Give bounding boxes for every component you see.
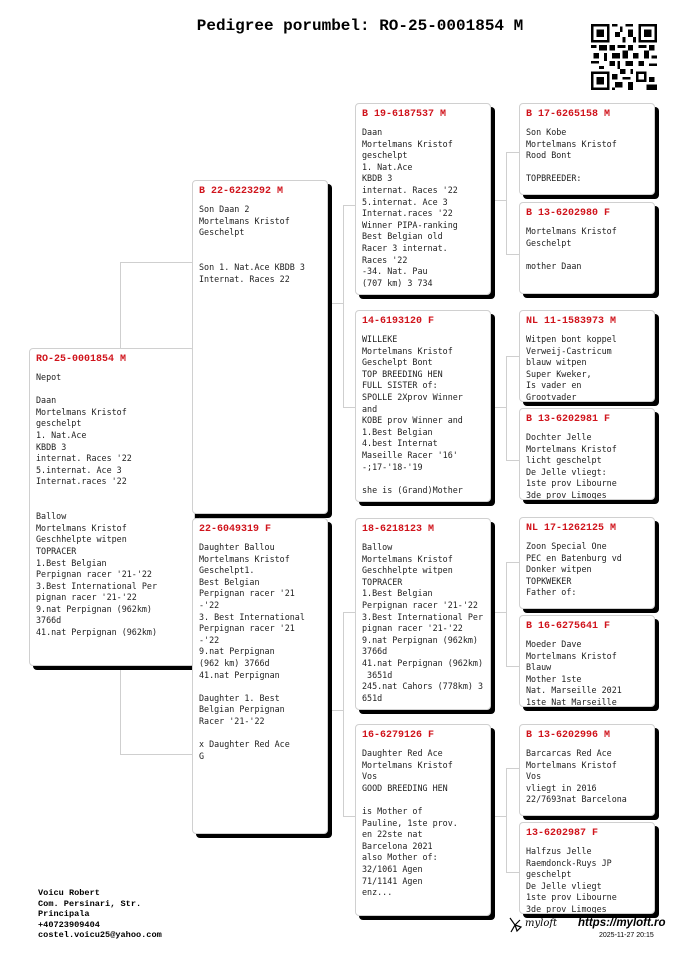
connector-line bbox=[506, 666, 519, 667]
pigeon-card-gen4[interactable] bbox=[519, 724, 655, 816]
connector-line bbox=[120, 754, 193, 755]
myloft-logo bbox=[508, 916, 563, 934]
connector-line bbox=[506, 768, 507, 872]
owner-address: Principala bbox=[38, 909, 90, 919]
logo-text: myloft bbox=[525, 918, 558, 929]
pigeon-description: Nepot Daan Mortelmans Kristof geschelpt 1. Nat.Ace KBDB 3 internat. Races '22 5.internat. Ace 3 Internat.races '22 Ballow Mortelmans Kristof Geschhelpte witpen TOPRACER 1.Best Belgian Perpignan racer '21-'22 3.Best International Per pignan racer '21-'22 9.nat Perpignan (962km) 3766d 41.nat Perpignan (962km) bbox=[36, 372, 158, 638]
ring-number: B 19-6187537 M bbox=[362, 109, 447, 120]
website-link[interactable]: https://myloft.ro bbox=[578, 917, 666, 929]
page-title: Pedigree porumbel: RO-25-0001854 M bbox=[196, 17, 524, 35]
connector-line bbox=[506, 356, 519, 357]
ring-number: 22-6049319 F bbox=[199, 524, 272, 535]
pigeon-card-gen4[interactable] bbox=[519, 202, 655, 294]
ring-number: B 13-6202980 F bbox=[526, 208, 611, 219]
pigeon-description: WILLEKE Mortelmans Kristof Geschelpt Bont TOP BREEDING HEN FULL SISTER of: SPOLLE 2Xprov Winner and KOBE prov Winner and 1.Best Belgian 4.best Internat Maseille Racer '16' -;17-'18-'19 she is (Grand)Mother bbox=[362, 334, 463, 495]
owner-email: costel.voicu25@yahoo.com bbox=[38, 930, 162, 940]
ring-number: B 16-6275641 F bbox=[526, 621, 611, 632]
pigeon-card-gen3[interactable] bbox=[355, 518, 491, 710]
ring-number: B 13-6202996 M bbox=[526, 730, 611, 741]
ring-number: 16-6279126 F bbox=[362, 730, 435, 741]
connector-line bbox=[506, 562, 519, 563]
ring-number: B 13-6202981 F bbox=[526, 414, 611, 425]
pigeon-card-gen3[interactable] bbox=[355, 310, 491, 502]
connector-line bbox=[506, 562, 507, 666]
pigeon-card-gen3[interactable] bbox=[355, 724, 491, 916]
connector-line bbox=[506, 152, 519, 153]
ring-number: 13-6202987 F bbox=[526, 828, 599, 839]
pigeon-description: Son Kobe Mortelmans Kristof Rood Bont TOPBREEDER: bbox=[526, 127, 617, 184]
pigeon-description: Daughter Ballou Mortelmans Kristof Geschelpt1. Best Belgian Perpignan racer '21 -'22 3. Best International Perpignan racer '21 -'22 9.nat Perpignan (962 km) 3766d 41.nat Perpignan Daughter 1. Best Belgian Perpignan Racer '21-'22 x Daughter Red Ace G bbox=[199, 542, 305, 761]
ring-number: B 17-6265158 M bbox=[526, 109, 611, 120]
pigeon-description: Zoon Special One PEC en Batenburg vd Donker witpen TOPKWEKER Father of: bbox=[526, 541, 622, 598]
connector-line bbox=[494, 407, 507, 408]
owner-phone: +40723909404 bbox=[38, 919, 100, 930]
pigeon-description: Ballow Mortelmans Kristof Geschhelpte witpen TOPRACER 1.Best Belgian Perpignan racer '21-'22 3.Best International Per pignan racer '21-'22 9.nat Perpignan (962km) 3766d 41.nat Perpignan (962km) 3651d 245.nat Cahors (778km) 3 651d bbox=[362, 542, 484, 703]
ring-number: RO-25-0001854 M bbox=[36, 354, 127, 365]
pigeon-card-gen4[interactable] bbox=[519, 408, 655, 500]
ring-number: 14-6193120 F bbox=[362, 316, 435, 327]
connector-line bbox=[506, 356, 507, 460]
pigeon-description: Son Daan 2 Mortelmans Kristof Geschelpt Son 1. Nat.Ace KBDB 3 Internat. Races 22 bbox=[199, 204, 305, 284]
pigeon-description: Moeder Dave Mortelmans Kristof Blauw Mother 1ste Nat. Marseille 2021 1ste Nat Marseille bbox=[526, 639, 622, 707]
owner-address: Com. Persinari, Str. bbox=[38, 898, 142, 909]
pigeon-description: Daughter Red Ace Mortelmans Kristof Vos GOOD BREEDING HEN is Mother of Pauline, 1ste prov. en 22ste nat Barcelona 2021 also Mother of: 32/1061 Agen 71/1141 Agen enz... bbox=[362, 748, 458, 898]
ring-number: B 22-6223292 M bbox=[199, 186, 284, 197]
pigeon-card-gen3[interactable] bbox=[355, 103, 491, 295]
connector-line bbox=[494, 816, 507, 817]
connector-line bbox=[494, 612, 507, 613]
pigeon-card-subject[interactable] bbox=[29, 348, 195, 666]
pigeon-card-gen4[interactable] bbox=[519, 103, 655, 195]
pigeon-description: Barcarcas Red Ace Mortelmans Kristof Vos vliegt in 2016 22/7693nat Barcelona bbox=[526, 748, 627, 805]
connector-line bbox=[506, 254, 519, 255]
connector-line bbox=[330, 710, 344, 711]
ring-number: NL 11-1583973 M bbox=[526, 316, 617, 327]
qr-code-icon bbox=[591, 24, 657, 90]
pigeon-card-sire[interactable] bbox=[192, 180, 328, 514]
connector-line bbox=[343, 612, 344, 816]
pigeon-card-dam[interactable] bbox=[192, 518, 328, 834]
pigeon-description: Halfzus Jelle Raemdonck-Ruys JP geschelpt De Jelle vliegt 1ste prov Libourne 3de prov Limoges bbox=[526, 846, 617, 914]
connector-line bbox=[506, 768, 519, 769]
connector-line bbox=[494, 200, 507, 201]
pigeon-card-gen4[interactable] bbox=[519, 517, 655, 609]
owner-info bbox=[38, 888, 162, 941]
ring-number: 18-6218123 M bbox=[362, 524, 435, 535]
connector-line bbox=[330, 303, 344, 304]
pigeon-description: Mortelmans Kristof Geschelpt mother Daan bbox=[526, 226, 617, 271]
pigeon-description: Dochter Jelle Mortelmans Kristof licht geschelpt De Jelle vliegt: 1ste prov Libourne 3de prov Limoges bbox=[526, 432, 617, 500]
ring-number: NL 17-1262125 M bbox=[526, 523, 617, 534]
connector-line bbox=[506, 460, 519, 461]
connector-line bbox=[343, 205, 344, 407]
pigeon-logo-icon bbox=[508, 916, 524, 934]
pigeon-description: Daan Mortelmans Kristof geschelpt 1. Nat.Ace KBDB 3 internat. Races '22 5.internat. Ace 3 Internat.races '22 Winner PIPA-ranking Best Belgian old Racer 3 internat. Races '22 -34. Nat. Pau (707 km) 3 734 bbox=[362, 127, 458, 288]
timestamp: 2025-11-27 20:15 bbox=[599, 932, 654, 939]
connector-line bbox=[506, 152, 507, 254]
owner-name: Voicu Robert bbox=[38, 888, 100, 898]
pigeon-card-gen4[interactable] bbox=[519, 822, 655, 914]
pigeon-card-gen4[interactable] bbox=[519, 615, 655, 707]
pigeon-description: Witpen bont koppel Verweij-Castricum blauw witpen Super Kweker, Is vader en Grootvader bbox=[526, 334, 617, 402]
connector-line bbox=[506, 872, 519, 873]
connector-line bbox=[120, 262, 193, 263]
pigeon-card-gen4[interactable] bbox=[519, 310, 655, 402]
